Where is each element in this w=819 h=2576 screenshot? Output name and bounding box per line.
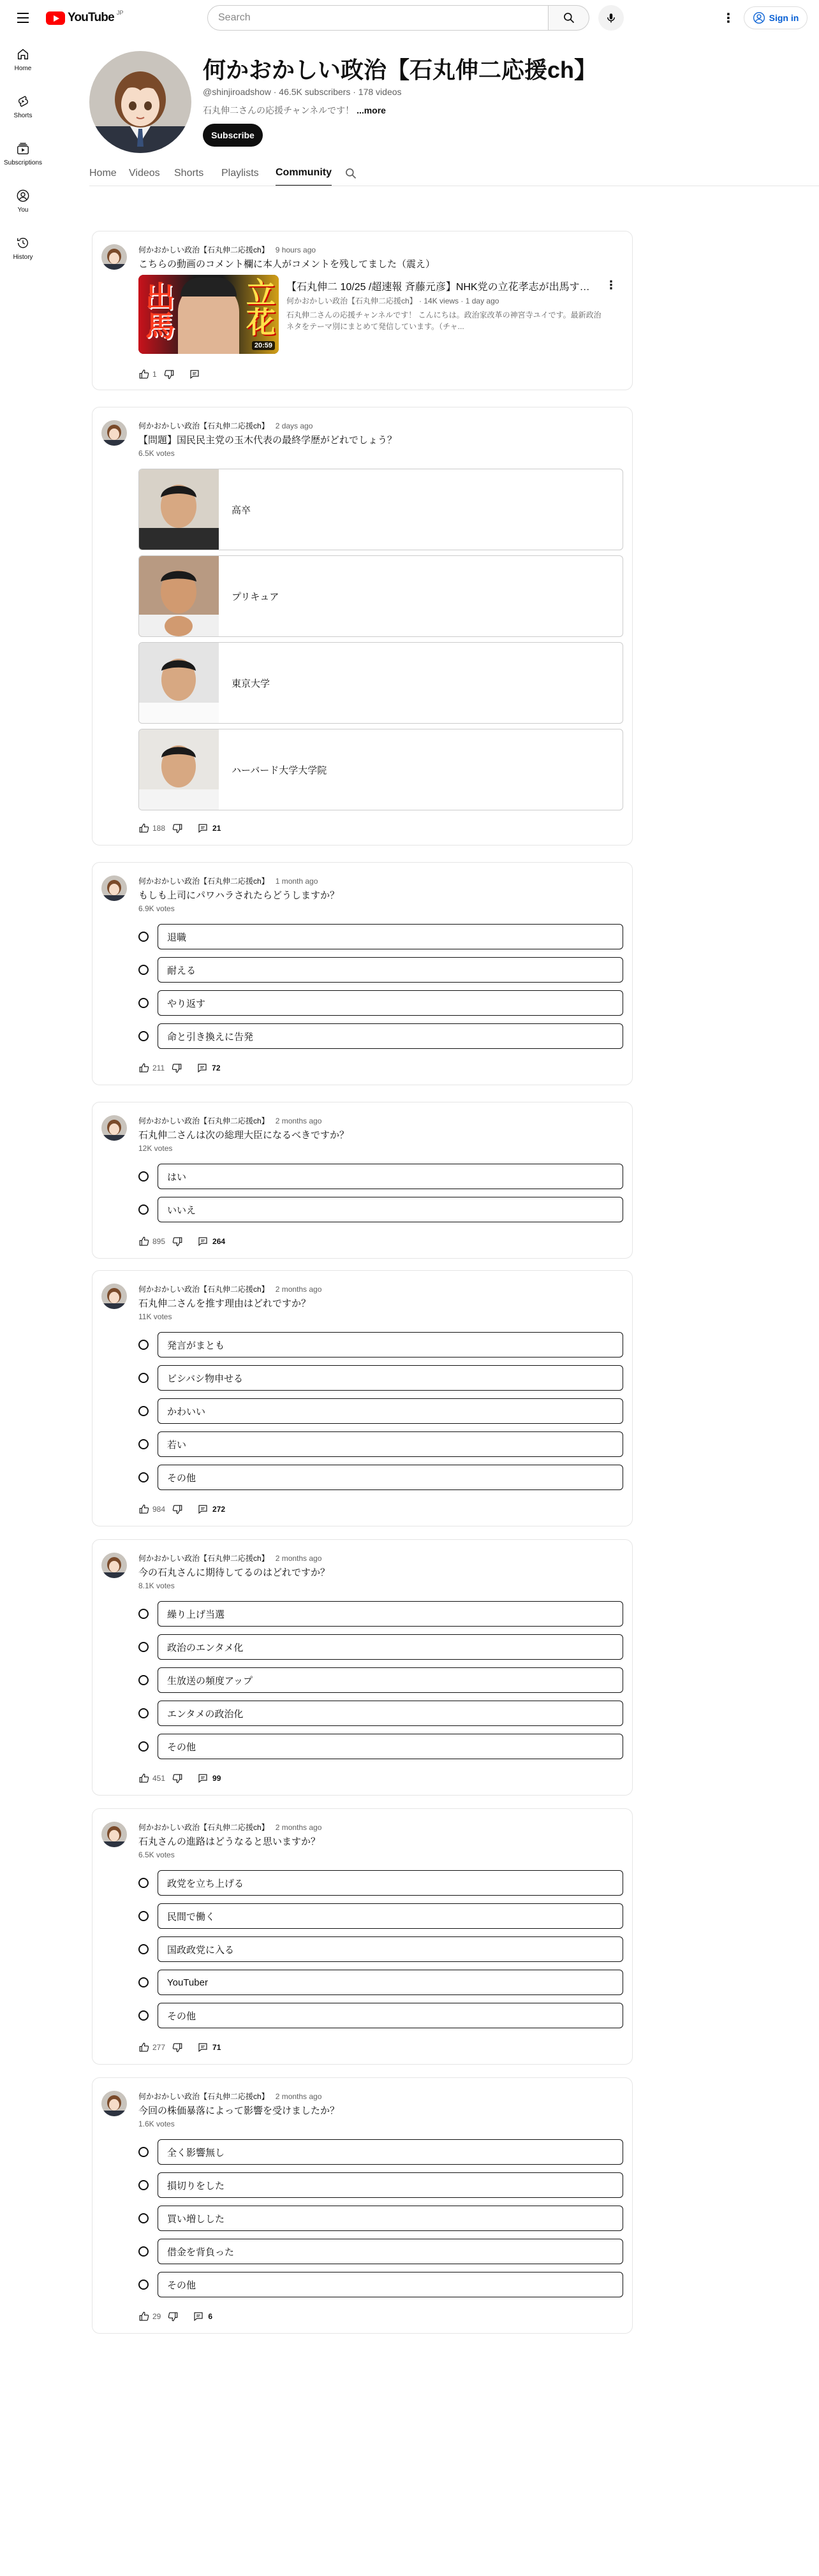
- radio-button[interactable]: [138, 998, 149, 1008]
- post-time: 2 days ago: [275, 421, 313, 430]
- like-icon[interactable]: [138, 1504, 150, 1515]
- vote-count: 11K votes: [138, 1312, 172, 1321]
- poll-option[interactable]: [138, 1903, 623, 1929]
- poll-option[interactable]: [138, 1970, 623, 1995]
- post-author: 何かおかしい政治【石丸伸二応援ch】 2 months ago: [138, 1116, 322, 1125]
- post-time: 9 hours ago: [275, 245, 316, 254]
- poll-option-label[interactable]: エンタメの政治化: [158, 1701, 623, 1726]
- video-description: 石丸伸二さんの応援チャンネルです！ こんにちは。政治家改革の神宮寺ユイです。最新政治ネタをテーマ別にまとめて発信しています。（チャ...: [286, 311, 601, 331]
- comment-icon[interactable]: [197, 1773, 209, 1784]
- video-thumbnail[interactable]: 出馬 立花 20:59: [138, 275, 279, 354]
- poll-option[interactable]: [138, 2239, 623, 2264]
- comment-count: 71: [212, 2043, 221, 2052]
- home-icon: [16, 47, 30, 61]
- poll-option-label[interactable]: 発言がまとも: [158, 1332, 623, 1358]
- post-author-avatar[interactable]: [101, 420, 127, 446]
- post-author: 何かおかしい政治【石丸伸二応援ch】 1 month ago: [138, 877, 318, 886]
- post-author: 何かおかしい政治【石丸伸二応援ch】 2 months ago: [138, 1823, 322, 1832]
- poll-option[interactable]: [138, 2003, 623, 2028]
- poll-option[interactable]: [138, 1734, 623, 1759]
- like-icon[interactable]: [138, 2042, 150, 2053]
- radio-button[interactable]: [138, 1609, 149, 1619]
- sidebar-item-history[interactable]: History: [0, 224, 46, 272]
- post-actions: [138, 1062, 221, 1074]
- dislike-icon[interactable]: [172, 1773, 183, 1784]
- youtube-logo[interactable]: YouTube JP: [46, 10, 123, 26]
- tab-home[interactable]: Home: [89, 168, 117, 179]
- radio-button[interactable]: [138, 1406, 149, 1416]
- dislike-icon[interactable]: [172, 2042, 183, 2053]
- radio-button[interactable]: [138, 932, 149, 942]
- comment-icon[interactable]: [197, 2042, 209, 2053]
- poll-option-label[interactable]: 若い: [158, 1431, 623, 1457]
- post-author: 何かおかしい政治【石丸伸二応援ch】 2 months ago: [138, 1554, 322, 1563]
- comment-icon[interactable]: [197, 823, 209, 834]
- channel-description[interactable]: 石丸伸二さんの応援チャンネルです！ ...more: [203, 105, 386, 115]
- dislike-icon[interactable]: [171, 1062, 182, 1074]
- comment-icon[interactable]: [189, 369, 200, 380]
- radio-button[interactable]: [138, 1911, 149, 1921]
- community-post: [92, 231, 633, 390]
- channel-handle: @shinjiroadshow: [203, 87, 271, 97]
- post-text: 【問題】国民民主党の玉木代表の最終学歴がどれでしょう？: [138, 435, 397, 446]
- comment-count: 21: [212, 824, 221, 833]
- comment-count: 6: [208, 2312, 213, 2321]
- community-post: [92, 2077, 633, 2334]
- shorts-icon: [16, 94, 30, 108]
- search-button[interactable]: [549, 5, 589, 31]
- poll-option[interactable]: [138, 957, 623, 983]
- radio-button[interactable]: [138, 1741, 149, 1752]
- post-author: 何かおかしい政治【石丸伸二応援ch】 2 days ago: [138, 421, 313, 430]
- vote-count: 6.5K votes: [138, 1850, 175, 1859]
- like-count: 1: [152, 370, 157, 379]
- channel-title: 何かおかしい政治【石丸伸二応援ch】: [203, 57, 598, 83]
- post-author-avatar[interactable]: [101, 1115, 127, 1141]
- like-count: 277: [152, 2043, 166, 2052]
- vote-count: 8.1K votes: [138, 1581, 175, 1590]
- poll-option-label[interactable]: 全く影響無し: [158, 2139, 623, 2165]
- poll-option[interactable]: [138, 1023, 623, 1049]
- post-time: 2 months ago: [275, 2092, 322, 2101]
- poll-option[interactable]: [138, 1431, 623, 1457]
- masthead: [0, 0, 819, 36]
- vote-count: 12K votes: [138, 1144, 173, 1153]
- post-author-avatar[interactable]: [101, 875, 127, 901]
- poll-option-label[interactable]: 政治のエンタメ化: [158, 1634, 623, 1660]
- microphone-icon: [605, 12, 617, 24]
- like-icon[interactable]: [138, 1236, 150, 1247]
- vote-count: 6.5K votes: [138, 449, 175, 458]
- channel-search-icon[interactable]: [332, 161, 357, 186]
- radio-button[interactable]: [138, 1472, 149, 1482]
- like-icon[interactable]: [138, 1773, 150, 1784]
- post-time: 2 months ago: [275, 1554, 322, 1563]
- radio-button[interactable]: [138, 2246, 149, 2257]
- option-photo: [139, 469, 219, 550]
- comment-count: 264: [212, 1237, 226, 1246]
- poll-option-label[interactable]: いいえ: [158, 1197, 623, 1222]
- channel-metadata: @shinjiroadshow · 46.5K subscribers · 178 videos: [203, 87, 402, 97]
- poll-option-label[interactable]: その他: [158, 2003, 623, 2028]
- poll-option-label[interactable]: その他: [158, 1734, 623, 1759]
- poll-option[interactable]: [138, 1936, 623, 1962]
- poll-image-option[interactable]: ハーバード大学大学院: [138, 729, 623, 810]
- shared-video-card[interactable]: [138, 275, 623, 354]
- tab-videos[interactable]: Videos: [129, 168, 160, 179]
- post-text: こちらの動画のコメント欄に本人がコメントを残してました（震え）: [138, 259, 436, 270]
- post-time: 2 months ago: [275, 1823, 322, 1832]
- radio-button[interactable]: [138, 1204, 149, 1215]
- more-options-icon[interactable]: ⋮: [722, 11, 735, 26]
- poll-option[interactable]: [138, 1701, 623, 1726]
- post-text: もしも上司にパワハラされたらどうしますか？: [138, 890, 340, 901]
- radio-button[interactable]: [138, 2213, 149, 2223]
- post-time: 2 months ago: [275, 1116, 322, 1125]
- you-icon: [16, 189, 30, 203]
- poll-option[interactable]: [138, 2139, 623, 2165]
- like-icon[interactable]: [138, 1062, 150, 1074]
- like-count: 984: [152, 1505, 166, 1514]
- post-author-avatar[interactable]: [101, 244, 127, 270]
- community-post: [92, 1102, 633, 1259]
- post-text: 今の石丸さんに期待してるのはどれですか？: [138, 1567, 330, 1578]
- menu-icon[interactable]: [11, 8, 34, 28]
- poll-option-label[interactable]: やり返す: [158, 990, 623, 1016]
- poll-image-option[interactable]: 東京大学: [138, 642, 623, 724]
- mini-guide: [0, 36, 46, 272]
- sidebar-item-subscriptions[interactable]: Subscriptions: [0, 130, 46, 177]
- poll-option-label[interactable]: 国政政党に入る: [158, 1936, 623, 1962]
- poll-option-label[interactable]: その他: [158, 2272, 623, 2297]
- poll-option-label[interactable]: かわいい: [158, 1398, 623, 1424]
- poll-option[interactable]: [138, 1667, 623, 1693]
- search-icon: [563, 11, 575, 24]
- community-post: [92, 1539, 633, 1796]
- radio-button[interactable]: [138, 2147, 149, 2157]
- like-count: 29: [152, 2312, 161, 2321]
- option-photo: [139, 643, 219, 723]
- radio-button[interactable]: [138, 1171, 149, 1182]
- poll-option[interactable]: [138, 1870, 623, 1896]
- like-icon[interactable]: [138, 2311, 150, 2322]
- community-post: [92, 1270, 633, 1526]
- post-author-avatar[interactable]: [101, 1553, 127, 1578]
- post-author: 何かおかしい政治【石丸伸二応援ch】 2 months ago: [138, 1285, 322, 1294]
- like-icon[interactable]: [138, 823, 150, 834]
- radio-button[interactable]: [138, 2010, 149, 2021]
- post-author-avatar[interactable]: [101, 1822, 127, 1847]
- post-actions: [138, 822, 221, 835]
- poll-option[interactable]: [138, 2172, 623, 2198]
- radio-button[interactable]: [138, 1675, 149, 1685]
- community-post: [92, 407, 633, 845]
- dislike-icon[interactable]: [172, 1236, 183, 1247]
- vote-count: 1.6K votes: [138, 2119, 175, 2128]
- like-count: 895: [152, 1237, 166, 1246]
- poll-option[interactable]: [138, 990, 623, 1016]
- post-text: 石丸さんの進路はどうなると思いますか？: [138, 1836, 321, 1847]
- video-title[interactable]: 【石丸伸二 10/25 /超速報 斉藤元彦】NHK党の立花孝志が出馬す…: [286, 282, 590, 293]
- poll-option-label[interactable]: 命と引き換えに告発: [158, 1023, 623, 1049]
- radio-button[interactable]: [138, 1977, 149, 1987]
- poll-option-label[interactable]: 借金を背負った: [158, 2239, 623, 2264]
- subscriptions-icon: [16, 142, 30, 156]
- poll-option[interactable]: [138, 1398, 623, 1424]
- poll-image-option[interactable]: プリキュア: [138, 555, 623, 637]
- post-author-avatar[interactable]: [101, 1284, 127, 1309]
- comment-icon[interactable]: [197, 1504, 209, 1515]
- radio-button[interactable]: [138, 1439, 149, 1449]
- comment-icon[interactable]: [197, 1236, 209, 1247]
- poll-option[interactable]: [138, 924, 623, 949]
- poll-option-label[interactable]: YouTuber: [158, 1970, 623, 1995]
- youtube-play-icon: [46, 11, 65, 25]
- description-more-link[interactable]: ...more: [357, 105, 386, 115]
- radio-button[interactable]: [138, 2280, 149, 2290]
- radio-button[interactable]: [138, 1031, 149, 1041]
- poll-option-label[interactable]: 民間で働く: [158, 1903, 623, 1929]
- poll-image-option[interactable]: 高卒: [138, 469, 623, 550]
- post-text: 今回の株価暴落によって影響を受けましたか？: [138, 2105, 340, 2116]
- post-time: 1 month ago: [275, 877, 318, 886]
- poll-option[interactable]: [138, 1332, 623, 1358]
- search-input[interactable]: Search: [207, 5, 549, 31]
- poll-option-label[interactable]: 政党を立ち上げる: [158, 1870, 623, 1896]
- sidebar-item-shorts[interactable]: Shorts: [0, 83, 46, 130]
- comment-count: 72: [212, 1064, 221, 1072]
- dislike-icon[interactable]: [172, 823, 183, 834]
- post-text: 石丸伸二さんは次の総理大臣になるべきですか？: [138, 1130, 350, 1141]
- dislike-icon[interactable]: [163, 369, 175, 380]
- account-icon: [753, 11, 765, 24]
- like-count: 451: [152, 1774, 166, 1783]
- dislike-icon[interactable]: [172, 1504, 183, 1515]
- poll-option-label[interactable]: ビシバシ物申せる: [158, 1365, 623, 1391]
- dislike-icon[interactable]: [167, 2311, 179, 2322]
- voice-search-button[interactable]: [598, 5, 624, 31]
- comment-icon[interactable]: [193, 2311, 204, 2322]
- video-metadata: 何かおかしい政治【石丸伸二応援ch】 · 14K views · 1 day ago: [286, 296, 499, 305]
- sign-in-button[interactable]: Sign in: [744, 6, 808, 29]
- poll-option-label[interactable]: 退職: [158, 924, 623, 949]
- post-actions: [138, 2041, 221, 2054]
- radio-button[interactable]: [138, 965, 149, 975]
- option-photo: [139, 729, 219, 810]
- post-actions: [138, 1235, 225, 1248]
- poll-option[interactable]: [138, 1365, 623, 1391]
- radio-button[interactable]: [138, 1642, 149, 1652]
- video-duration: 20:59: [252, 341, 275, 350]
- like-icon[interactable]: [138, 369, 150, 380]
- post-author: 何かおかしい政治【石丸伸二応援ch】 9 hours ago: [138, 245, 316, 254]
- subscribe-button[interactable]: Subscribe: [203, 124, 263, 147]
- radio-button[interactable]: [138, 1373, 149, 1383]
- community-post: [92, 1808, 633, 2065]
- post-actions: [138, 368, 200, 381]
- sidebar-item-you[interactable]: You: [0, 177, 46, 224]
- post-author-avatar[interactable]: [101, 2091, 127, 2116]
- channel-avatar: [89, 51, 191, 153]
- poll-option-label[interactable]: 耐える: [158, 957, 623, 983]
- radio-button[interactable]: [138, 1708, 149, 1718]
- poll-option[interactable]: [138, 1634, 623, 1660]
- video-more-icon[interactable]: ⋮: [605, 279, 617, 291]
- comment-count: 272: [212, 1505, 226, 1514]
- post-text: 石丸伸二さんを推す理由はどれですか？: [138, 1298, 311, 1309]
- comment-icon[interactable]: [196, 1062, 208, 1074]
- poll-option[interactable]: [138, 2206, 623, 2231]
- post-time: 2 months ago: [275, 1285, 322, 1294]
- radio-button[interactable]: [138, 1944, 149, 1954]
- poll-option-label[interactable]: 繰り上げ当選: [158, 1601, 623, 1627]
- tab-community[interactable]: Community: [276, 161, 332, 186]
- radio-button[interactable]: [138, 2180, 149, 2190]
- vote-count: 6.9K votes: [138, 904, 175, 913]
- post-actions: [138, 1772, 221, 1785]
- post-author: 何かおかしい政治【石丸伸二応援ch】 2 months ago: [138, 2092, 322, 2101]
- history-icon: [16, 236, 30, 250]
- comment-count: 99: [212, 1774, 221, 1783]
- post-actions: [138, 1503, 225, 1516]
- poll-option[interactable]: [138, 1164, 623, 1189]
- poll-option-label[interactable]: 損切りをした: [158, 2172, 623, 2198]
- poll-option-label[interactable]: その他: [158, 1465, 623, 1490]
- poll-option-label[interactable]: 生放送の頻度アップ: [158, 1667, 623, 1693]
- post-actions: [138, 2310, 212, 2323]
- like-count: 211: [152, 1064, 165, 1072]
- poll-option-label[interactable]: はい: [158, 1164, 623, 1189]
- video-count: 178 videos: [358, 87, 402, 97]
- sidebar-item-home[interactable]: Home: [0, 36, 46, 83]
- poll-option[interactable]: [138, 1465, 623, 1490]
- radio-button[interactable]: [138, 1340, 149, 1350]
- option-photo: [139, 556, 219, 636]
- tab-shorts[interactable]: Shorts: [174, 168, 204, 179]
- like-count: 188: [152, 824, 166, 833]
- tab-playlists[interactable]: Playlists: [221, 168, 259, 179]
- poll-option[interactable]: [138, 1601, 623, 1627]
- radio-button[interactable]: [138, 1878, 149, 1888]
- poll-option-label[interactable]: 買い増しした: [158, 2206, 623, 2231]
- poll-option[interactable]: [138, 2272, 623, 2297]
- subscriber-count: 46.5K subscribers: [279, 87, 351, 97]
- channel-tabs: [89, 161, 357, 186]
- community-post: [92, 862, 633, 1085]
- poll-option[interactable]: [138, 1197, 623, 1222]
